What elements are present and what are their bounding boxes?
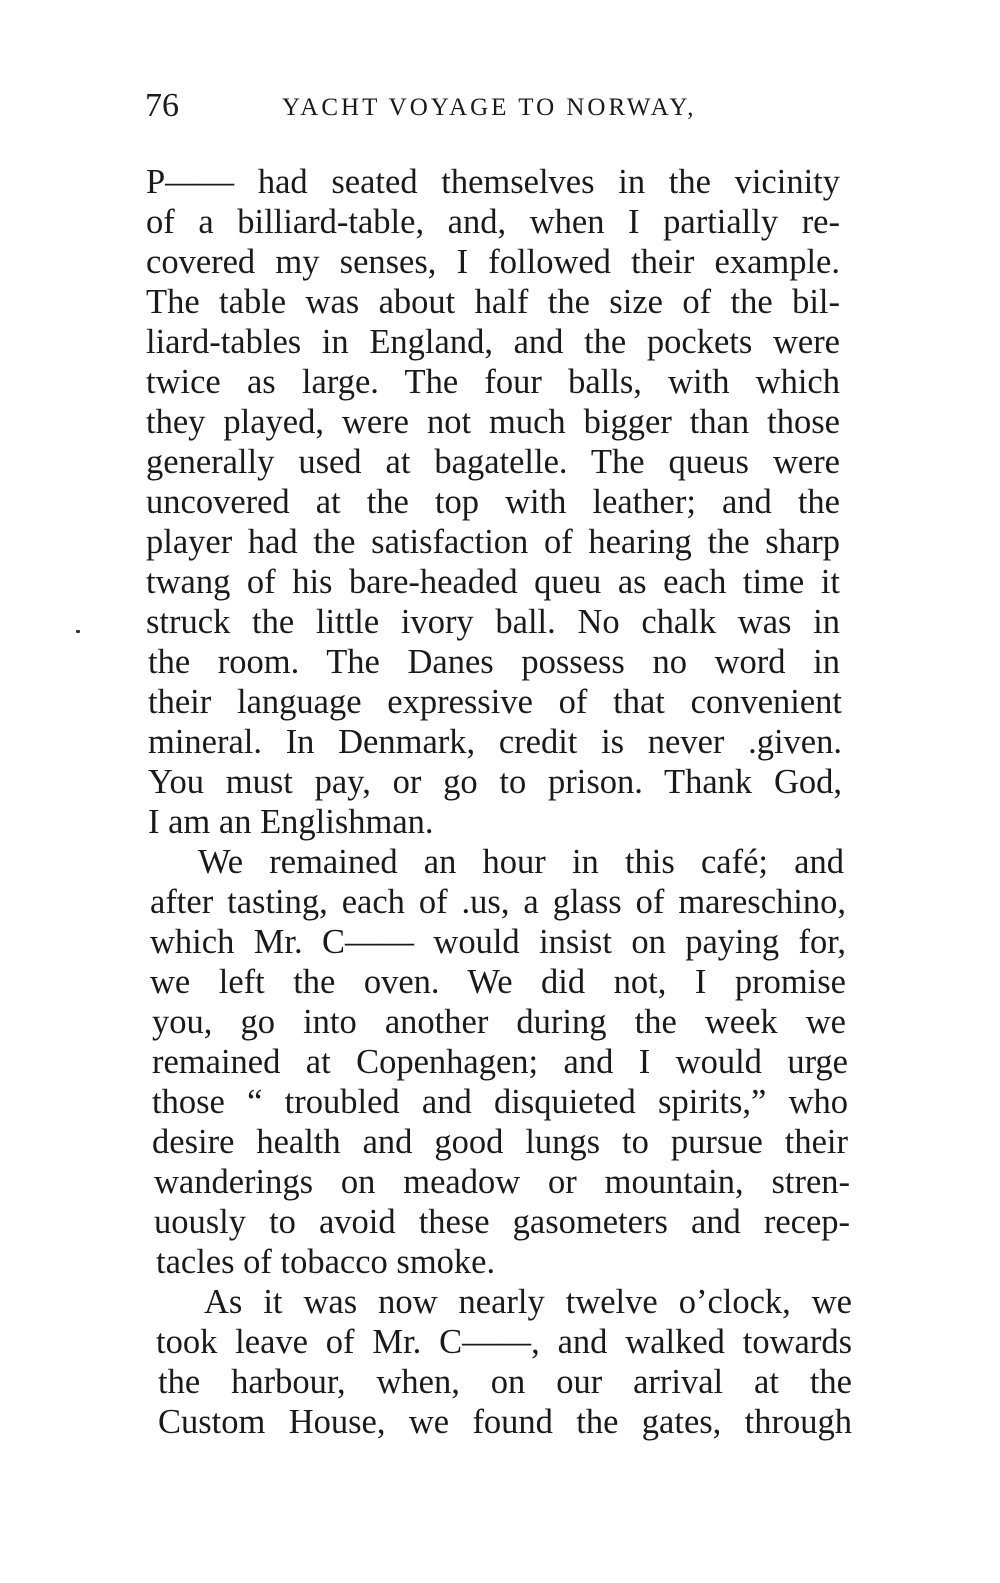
text-line: As it was now nearly twelve o’clock, we xyxy=(204,1283,852,1321)
text-line: you, go into another during the week we xyxy=(152,1003,846,1041)
text-line: desire health and good lungs to pursue their xyxy=(152,1123,848,1161)
text-line: tacles of tobacco smoke. xyxy=(156,1243,496,1281)
text-line: We remained an hour in this café; and xyxy=(198,843,844,881)
text-line: we left the oven. We did not, I promise xyxy=(150,963,846,1001)
text-line: twice as large. The four balls, with which xyxy=(146,363,840,401)
text-line: after tasting, each of .us, a glass of mareschino, xyxy=(150,883,846,921)
text-line: those “ troubled and disquieted spirits,” who xyxy=(152,1083,848,1121)
text-line: twang of his bare-headed queu as each time it xyxy=(146,563,840,601)
text-line: wanderings on meadow or mountain, stren- xyxy=(154,1163,850,1201)
text-line: covered my senses, I followed their example. xyxy=(146,243,840,281)
text-line: the harbour, when, on our arrival at the xyxy=(158,1363,852,1401)
text-line: You must pay, or go to prison. Thank God, xyxy=(148,763,842,801)
text-line: Custom House, we found the gates, through xyxy=(158,1403,852,1441)
text-line: liard-tables in England, and the pockets were xyxy=(146,323,840,361)
text-line: mineral. In Denmark, credit is never .given. xyxy=(148,723,842,761)
text-line: which Mr. C—— would insist on paying for, xyxy=(150,923,846,961)
text-line: struck the little ivory ball. No chalk was in xyxy=(146,603,840,641)
running-title: YACHT VOYAGE TO NORWAY, xyxy=(282,94,697,121)
text-line: uously to avoid these gasometers and recep- xyxy=(154,1203,850,1241)
text-line: I am an Englishman. xyxy=(148,803,434,841)
text-line: player had the satisfaction of hearing the sharp xyxy=(146,523,840,561)
text-line: P—— had seated themselves in the vicinity xyxy=(146,163,840,201)
text-line: the room. The Danes possess no word in xyxy=(148,643,840,681)
text-line: they played, were not much bigger than those xyxy=(146,403,840,441)
text-line: took leave of Mr. C——, and walked towards xyxy=(156,1323,852,1361)
running-head xyxy=(145,84,705,128)
text-line: generally used at bagatelle. The queus were xyxy=(146,443,840,481)
text-line: remained at Copenhagen; and I would urge xyxy=(152,1043,848,1081)
text-line: their language expressive of that convenient xyxy=(148,683,842,721)
page-number: 76 xyxy=(145,87,179,124)
text-line: of a billiard-table, and, when I partially re- xyxy=(146,203,840,241)
text-line: The table was about half the size of the bil- xyxy=(146,283,840,321)
text-line: uncovered at the top with leather; and the xyxy=(146,483,840,521)
margin-speck xyxy=(76,630,80,633)
